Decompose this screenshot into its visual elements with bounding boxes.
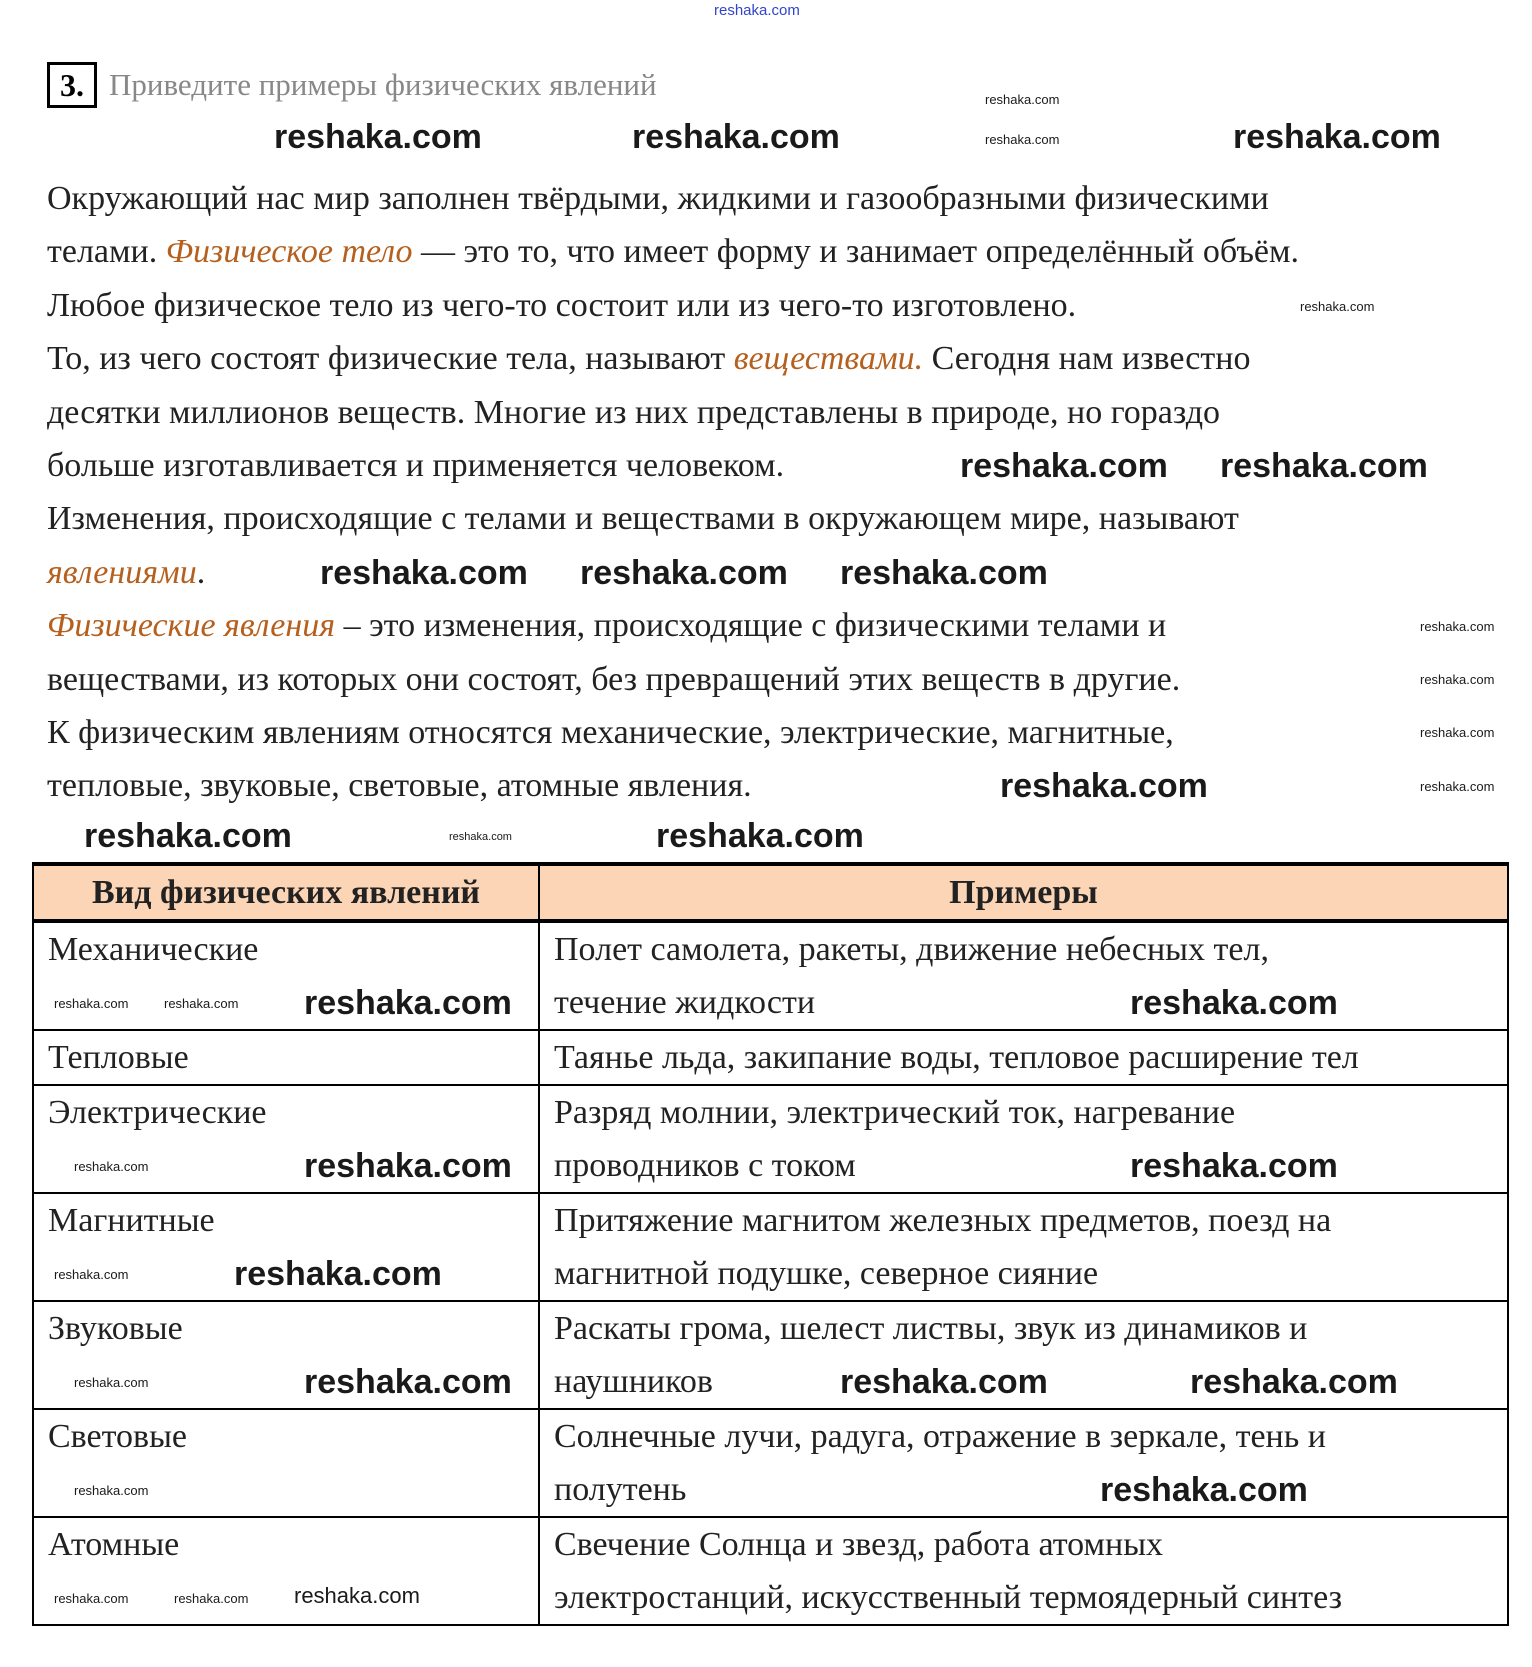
text-line (47, 653, 1299, 706)
phenomenon-type-cell (33, 1301, 539, 1409)
text-segment: десятки миллионов веществ. Многие из них представлены в природе, но гораздо (47, 393, 1221, 431)
watermark: reshaka.com (1190, 1363, 1398, 1401)
example-line: Раскаты грома, шелест листвы, звук из динамиков и (554, 1310, 1308, 1347)
text-segment: . (196, 553, 206, 591)
top-watermark: reshaka.com (714, 2, 800, 19)
watermark-small: reshaka.com (174, 1591, 249, 1606)
watermark: reshaka.com (1233, 118, 1441, 156)
example-line: наушников (554, 1363, 713, 1400)
phenomenon-type-cell (33, 1409, 539, 1517)
watermark: reshaka.com (1000, 767, 1208, 805)
phenomenon-examples (539, 1193, 1508, 1301)
watermark-small: reshaka.com (54, 996, 129, 1011)
phenomenon-type: Световые (48, 1418, 188, 1455)
watermark-small: reshaka.com (1420, 779, 1495, 794)
watermark: reshaka.com (580, 554, 788, 592)
defined-term: Физические явления (47, 607, 336, 645)
watermark: reshaka.com (1130, 984, 1338, 1022)
phenomenon-examples (539, 1030, 1508, 1085)
text-line (47, 386, 1299, 439)
defined-term: веществами. (733, 340, 924, 378)
example-line: электростанций, искусственный термоядерный синтез (554, 1579, 1343, 1616)
phenomenon-type-cell (33, 1193, 539, 1301)
phenomenon-type-cell (33, 1517, 539, 1625)
defined-term: явлениями (47, 553, 197, 591)
watermark: reshaka.com (840, 554, 1048, 592)
example-line: магнитной подушке, северное сияние (554, 1255, 1099, 1292)
watermark-small: reshaka.com (1420, 725, 1495, 740)
phenomenon-examples (539, 921, 1508, 1030)
text-segment: — это то, что имеет форму и занимает определённый объём. (412, 233, 1300, 271)
phenomenon-type-cell (33, 1030, 539, 1085)
text-segment: тепловые, звуковые, световые, атомные явления. (47, 767, 752, 805)
text-segment: – это изменения, происходящие с физическими телами и (335, 607, 1167, 645)
body-text (47, 172, 1299, 813)
text-segment: Любое физическое тело из чего-то состоит или из чего-то изготовлено. (47, 286, 1077, 324)
watermark-small: reshaka.com (164, 996, 239, 1011)
watermark: reshaka.com (304, 1363, 512, 1401)
table-row (33, 921, 1508, 1030)
phenomenon-type: Механические (48, 931, 259, 968)
example-line: Притяжение магнитом железных предметов, поезд на (554, 1202, 1332, 1239)
watermark: reshaka.com (274, 118, 482, 156)
text-segment: То, из чего состоят физические тела, называют (47, 340, 734, 378)
phenomenon-type: Электрические (48, 1094, 267, 1131)
phenomenon-type: Звуковые (48, 1310, 183, 1347)
watermark: reshaka.com (234, 1255, 442, 1293)
text-line (47, 706, 1299, 759)
watermark-small: reshaka.com (985, 92, 1060, 107)
example-line: Свечение Солнца и звезд, работа атомных (554, 1526, 1164, 1563)
example-line: проводников с током (554, 1147, 856, 1184)
text-segment: Изменения, происходящие с телами и веществами в окружающем мире, называют (47, 500, 1239, 538)
task-title: Приведите примеры физических явлений (109, 67, 657, 102)
table-row (33, 1409, 1508, 1517)
phenomenon-type: Атомные (48, 1526, 180, 1563)
text-line (47, 172, 1299, 225)
watermark: reshaka.com (1220, 447, 1428, 485)
watermark-small: reshaka.com (1420, 619, 1495, 634)
watermark-small: reshaka.com (985, 132, 1060, 147)
watermark-small: reshaka.com (449, 831, 512, 843)
table-row (33, 1517, 1508, 1625)
watermark: reshaka.com (1130, 1147, 1338, 1185)
watermark: reshaka.com (656, 817, 864, 855)
text-segment: телами. (47, 233, 166, 271)
task-header (47, 62, 657, 108)
header-examples: Примеры (539, 864, 1508, 921)
table-row (33, 1193, 1508, 1301)
example-line: Таянье льда, закипание воды, тепловое расширение тел (554, 1039, 1359, 1076)
text-segment: веществами, из которых они состоят, без превращений этих веществ в другие. (47, 660, 1181, 698)
text-line (47, 492, 1299, 545)
task-number: 3. (47, 62, 97, 108)
example-line: Солнечные лучи, радуга, отражение в зеркале, тень и (554, 1418, 1326, 1455)
watermark: reshaka.com (304, 984, 512, 1022)
watermark-small: reshaka.com (74, 1375, 149, 1390)
phenomenon-type: Магнитные (48, 1202, 215, 1239)
phenomenon-type-cell (33, 921, 539, 1030)
defined-term: Физическое тело (165, 233, 413, 271)
text-line (47, 225, 1299, 278)
watermark: reshaka.com (1100, 1471, 1308, 1509)
phenomenon-type-cell (33, 1085, 539, 1193)
watermark-small: reshaka.com (1300, 299, 1375, 314)
watermark-small: reshaka.com (54, 1591, 129, 1606)
text-segment: Сегодня нам известно (923, 340, 1251, 378)
example-line: Полет самолета, ракеты, движение небесных тел, (554, 931, 1269, 968)
example-line: течение жидкости (554, 984, 816, 1021)
table-row (33, 1030, 1508, 1085)
watermark-small: reshaka.com (294, 1583, 420, 1608)
watermark: reshaka.com (840, 1363, 1048, 1401)
phenomenon-type: Тепловые (48, 1039, 189, 1076)
phenomenon-examples (539, 1517, 1508, 1625)
watermark: reshaka.com (84, 817, 292, 855)
watermark-small: reshaka.com (74, 1159, 149, 1174)
table-row (33, 1301, 1508, 1409)
watermark: reshaka.com (304, 1147, 512, 1185)
example-line: полутень (554, 1471, 687, 1508)
example-line: Разряд молнии, электрический ток, нагревание (554, 1094, 1236, 1131)
text-segment: Окружающий нас мир заполнен твёрдыми, жидкими и газообразными физическими (47, 180, 1269, 217)
phenomenon-examples (539, 1409, 1508, 1517)
phenomenon-examples (539, 1301, 1508, 1409)
watermark-small: reshaka.com (1420, 672, 1495, 687)
phenomenon-examples (539, 1085, 1508, 1193)
text-line (47, 279, 1299, 332)
phenomena-table (32, 862, 1509, 1626)
text-line (47, 599, 1299, 652)
watermark: reshaka.com (632, 118, 840, 156)
table-row (33, 1085, 1508, 1193)
text-segment: К физическим явлениям относятся механические, электрические, магнитные, (47, 714, 1174, 752)
watermark-small: reshaka.com (54, 1267, 129, 1282)
watermark-small: reshaka.com (74, 1483, 149, 1498)
watermark: reshaka.com (960, 447, 1168, 485)
text-line (47, 332, 1299, 385)
text-segment: больше изготавливается и применяется человеком. (47, 447, 785, 485)
header-type: Вид физических явлений (33, 864, 539, 921)
watermark: reshaka.com (320, 554, 528, 592)
